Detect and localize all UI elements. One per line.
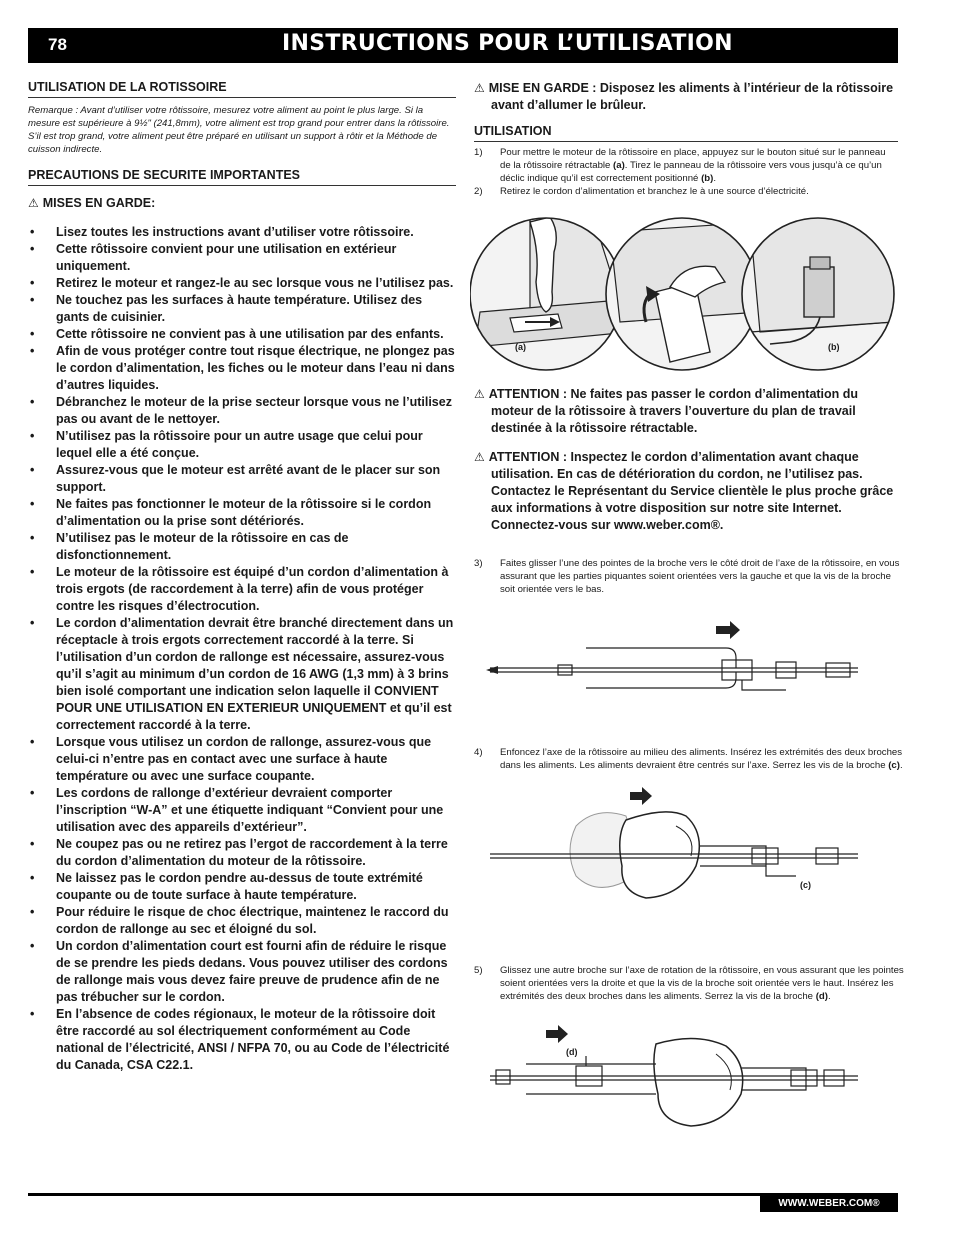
list-item: • Le cordon d’alimentation devrait être branché directement dans un réceptacle à trois ergots correctement raccordé à la terre. Si l’utilisation d’un cordon de rallonge est nécessaire, assurez-vous qu’il s’agit au minimum d’un cordon de 16 AWG (1,3 mm) à 3 brins bien isolé comportant une indication selon laquelle il CONVIENT POUR UNE UTILISATION EN EXTERIEUR UNIQUEMENT et qu’il est correctement raccordé à la terre. (30, 616, 454, 732)
warning-triangle-icon: ⚠ (474, 387, 485, 401)
usage-title: UTILISATION (474, 124, 898, 142)
list-item: • Ne coupez pas ou ne retirez pas l’ergot de raccordement à la terre du cordon d’alimentation du moteur de la rôtissoire. (30, 837, 448, 868)
attention-warnings (474, 386, 898, 546)
step-2: 2) Retirez le cordon d’alimentation et branchez le à une source d’électricité. (474, 186, 809, 197)
list-item: • Assurez-vous que le moteur est arrêté avant de le placer sur son support. (30, 463, 441, 494)
warnings-label: MISES EN GARDE: (42, 196, 156, 210)
list-item: • Ne faites pas fonctionner le moteur de la rôtissoire si le cordon d’alimentation ou la prise sont détériorés. (30, 497, 432, 528)
list-item: • Ne laissez pas le cordon pendre au-dessus de toute extrémité coupante ou de toute surface à haute température. (30, 871, 423, 902)
figure-label-b: (b) (828, 342, 840, 352)
right-column (474, 80, 898, 198)
figure-label-d: (d) (566, 1047, 578, 1057)
section-title-precautions: PRECAUTIONS DE SECURITE IMPORTANTES (28, 168, 456, 186)
step-1: 1) Pour mettre le moteur de la rôtissoire en place, appuyez sur le bouton situé sur le panneau de la rôtissoire rétractable (a). Tirez le panneau de la rôtissoire vers vous jusqu’à ce qu’un déclic indique qu’il est correctement positionné (b). (474, 147, 886, 184)
page-title: INSTRUCTIONS POUR L’UTILISATION (282, 31, 733, 56)
list-item: • Le moteur de la rôtissoire est équipé d’un cordon d’alimentation à trois ergots (de raccordement à la terre) afin de vous protéger contre les risques d’électrocution. (30, 565, 449, 613)
step-3: 3) Faites glisser l’une des pointes de la broche vers le côté droit de l’axe de la rôtissoire, en vous assurant que les parties piquantes soient orientées vers la gauche et que la vis de la broche soit orientée vers le bas. (474, 558, 900, 595)
warning-triangle-icon: ⚠ (474, 450, 485, 464)
list-item: • Les cordons de rallonge d’extérieur devraient comporter l’inscription “W-A” et une étiquette indiquant “Convient pour une utilisation avec des appareils d’extérieur”. (30, 786, 444, 834)
section-title-rotissoire: UTILISATION DE LA ROTISSOIRE (28, 80, 456, 98)
list-item: • Cette rôtissoire convient pour une utilisation en extérieur uniquement. (30, 242, 397, 273)
list-item: • Un cordon d’alimentation court est fourni afin de réduire le risque de se prendre les pieds dedans. Vous pouvez utiliser des cordons de rallonge mais vous devez faire preuve de prudence afin de ne pas trébucher sur le cordon. (30, 939, 448, 1004)
list-item: • Lorsque vous utilisez un cordon de rallonge, assurez-vous que celui-ci n’entre pas en contact avec une surface à haute température ou avec une surface coupante. (30, 735, 432, 783)
top-warning: ⚠ MISE EN GARDE : Disposez les aliments à l’intérieur de la rôtissoire avant d’allumer le brûleur. (474, 81, 894, 112)
list-item: • Cette rôtissoire ne convient pas à une utilisation par des enfants. (30, 327, 444, 341)
attention-1: ⚠ ATTENTION : Ne faites pas passer le cordon d’alimentation du moteur de la rôtissoire à travers l’ouverture du plan de travail destinée à la rôtissoire rétractable. (474, 387, 859, 435)
step-4: 4) Enfoncez l’axe de la rôtissoire au milieu des aliments. Insérez les extrémités des deux broches dans les aliments. Les aliments devraient être centrés sur l’axe. Serrez les vis de la broche (c). (474, 747, 903, 771)
page-number: 78 (48, 35, 67, 54)
list-item: • Afin de vous protéger contre tout risque électrique, ne plongez pas le cordon d’alimentation, les fiches ou le moteur dans l’eau ni dans d’autres liquides. (30, 344, 455, 392)
spit-fork-illustration (486, 618, 866, 698)
figure-label-a: (a) (515, 342, 526, 352)
list-item: • Retirez le moteur et rangez-le au sec lorsque vous ne l’utilisez pas. (30, 276, 454, 290)
page-header (28, 28, 898, 63)
warning-triangle-icon: ⚠ (474, 81, 485, 95)
rotisserie-panel-illustration (470, 212, 898, 382)
steps-1-2 (474, 146, 898, 198)
warnings-heading (28, 196, 456, 210)
list-item: • En l’absence de codes régionaux, le moteur de la rôtissoire doit être raccordé au sol électriquement conformément au Code national de l’électricité, ANSI / NFPA 70, ou au Code de l’électricité du Canada, CSA C22.1. (30, 1007, 450, 1072)
left-column (28, 80, 456, 1074)
list-item: • N’utilisez pas la rôtissoire pour un autre usage que celui pour lequel elle a été conçue. (30, 429, 423, 460)
list-item: • Ne touchez pas les surfaces à haute température. Utilisez des gants de cuisinier. (30, 293, 423, 324)
list-item: • Pour réduire le risque de choc électrique, maintenez le raccord du cordon de rallonge au sec et éloigné du sol. (30, 905, 449, 936)
list-item: • Débranchez le moteur de la prise secteur lorsque vous ne l’utilisez pas ou avant de le nettoyer. (30, 395, 452, 426)
list-item: • N’utilisez pas le moteur de la rôtissoire en cas de disfonctionnement. (30, 531, 349, 562)
list-item: • Lisez toutes les instructions avant d’utiliser votre rôtissoire. (30, 225, 414, 239)
warnings-list (28, 224, 456, 1074)
roast-two-forks-illustration (486, 1024, 866, 1134)
remark-text: Remarque : Avant d’utiliser votre rôtissoire, mesurez votre aliment au point le plus large. Si la mesure est supérieure à 9½" (241,8mm), votre aliment est trop grand pour entrer dans la rôtissoire. S’il est trop grand, votre aliment peut être préparé en utilisant un support à rôtir et la Méthode de cuisson indirecte. (28, 105, 450, 155)
attention-2: ⚠ ATTENTION : Inspectez le cordon d’alimentation avant chaque utilisation. En cas de détérioration du cordon, ne l’utilisez pas. Contactez le Représentant du Service clientèle le plus proche grâce aux informations à votre disposition sur notre site Internet. Connectez-vous sur www.weber.com®. (474, 450, 894, 532)
step-5: 5) Glissez une autre broche sur l’axe de rotation de la rôtissoire, en vous assurant que les pointes soient orientées vers la droite et que la vis de la broche soit orientée vers le haut. Insérez les extrémités des deux broches dans les aliments. Serrez la vis de la broche (d). (474, 965, 904, 1002)
footer-website[interactable]: WWW.WEBER.COM® (760, 1196, 898, 1212)
figure-label-c: (c) (800, 880, 811, 890)
warning-triangle-icon: ⚠ (28, 196, 39, 210)
